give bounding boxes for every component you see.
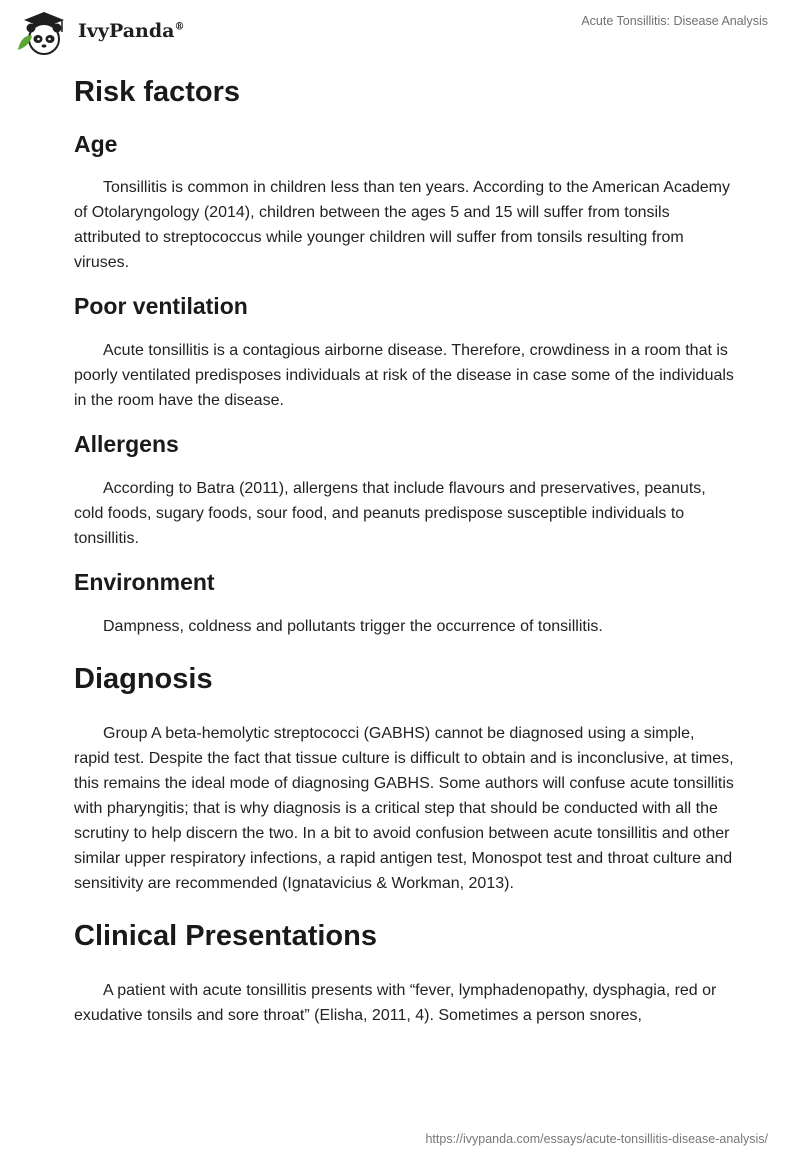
heading-allergens: Allergens [74, 431, 179, 457]
heading-environment: Environment [74, 569, 215, 595]
heading-poor-ventilation: Poor ventilation [74, 293, 248, 319]
paragraph-age: Tonsillitis is common in children less than ten years. According to the American Academy of Otolaryngology (2014), children between the ages 5 and 15 will suffer from tonsils attributed to streptococcus while younger children will suffer from tonsils resulting from viruses. [74, 179, 730, 271]
paragraph-allergens: According to Batra (2011), allergens that include flavours and preservatives, peanuts, cold foods, sugary foods, sour food, and peanuts predispose susceptible individuals to tonsillitis. [74, 480, 706, 547]
page-header [0, 0, 800, 60]
article-body [74, 68, 734, 1028]
brand-name[interactable]: IvyPanda® [78, 20, 185, 42]
paragraph-clinical-presentations: A patient with acute tonsillitis presents with “fever, lymphadenopathy, dysphagia, red or exudative tonsils and sore throat” (Elisha, 2011, 4). Sometimes a person snores, [74, 982, 717, 1024]
document-title: Acute Tonsillitis: Disease Analysis [581, 14, 768, 28]
panda-graduate-icon[interactable] [14, 8, 74, 56]
source-url[interactable]: https://ivypanda.com/essays/acute-tonsillitis-disease-analysis/ [425, 1132, 768, 1146]
paragraph-diagnosis: Group A beta-hemolytic streptococci (GABHS) cannot be diagnosed using a simple, rapid test. Despite the fact that tissue culture is difficult to obtain and is inconclusive, at times, this remains the ideal mode of diagnosing GABHS. Some authors will confuse acute tonsillitis with pharyngitis; that is why diagnosis is a critical step that should be conducted with all the scrutiny to help discern the two. In a bit to avoid confusion between acute tonsillitis and other similar upper respiratory infections, a rapid antigen test, Monospot test and throat culture and sensitivity are recommended (Ignatavicius & Workman, 2013). [74, 725, 734, 892]
paragraph-poor-ventilation: Acute tonsillitis is a contagious airborne disease. Therefore, crowdiness in a room that is poorly ventilated predisposes individuals at risk of the disease in case some of the individuals in the room have the disease. [74, 342, 734, 409]
heading-age: Age [74, 131, 118, 157]
heading-clinical-presentations: Clinical Presentations [74, 920, 377, 952]
heading-diagnosis: Diagnosis [74, 663, 213, 695]
heading-risk-factors: Risk factors [74, 76, 241, 108]
paragraph-environment: Dampness, coldness and pollutants trigger the occurrence of tonsillitis. [103, 618, 603, 635]
